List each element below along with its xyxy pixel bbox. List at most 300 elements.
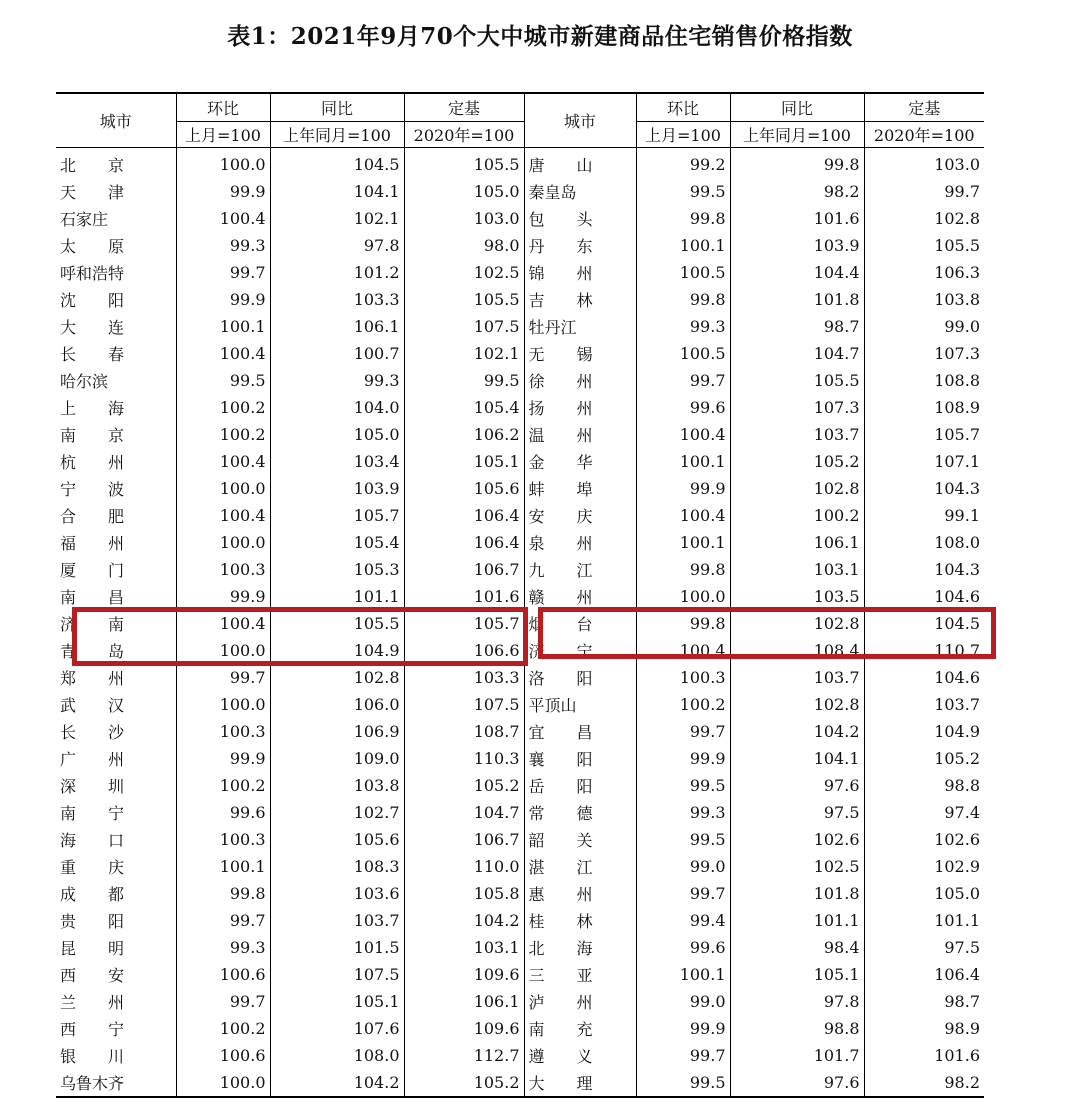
- subheader-yoy-right: 上年同月=100: [730, 122, 864, 148]
- table-row: [56, 448, 984, 475]
- base-cell: 106.7: [404, 826, 524, 853]
- city-cell: 三 亚: [524, 961, 636, 988]
- header-mom-left: 环比: [176, 93, 270, 122]
- base-cell: 102.8: [864, 205, 984, 232]
- table-row: [56, 475, 984, 502]
- base-cell: 104.9: [864, 718, 984, 745]
- header-yoy-right: 同比: [730, 93, 864, 122]
- yoy-cell: 104.9: [270, 637, 404, 664]
- mom-cell: 100.1: [636, 448, 730, 475]
- city-cell: 无 锡: [524, 340, 636, 367]
- city-cell: 九 江: [524, 556, 636, 583]
- mom-cell: 99.4: [636, 907, 730, 934]
- base-cell: 108.0: [864, 529, 984, 556]
- city-cell: 牡丹江: [524, 313, 636, 340]
- mom-cell: 99.7: [176, 664, 270, 691]
- city-cell: 宁 波: [60, 480, 125, 499]
- table-row: [56, 664, 984, 691]
- yoy-cell: 98.4: [730, 934, 864, 961]
- yoy-cell: 107.6: [270, 1015, 404, 1042]
- yoy-cell: 99.3: [270, 367, 404, 394]
- table-row: [56, 1042, 984, 1069]
- mom-cell: 100.0: [176, 475, 270, 502]
- base-cell: 108.7: [404, 718, 524, 745]
- mom-cell: 100.5: [636, 340, 730, 367]
- yoy-cell: 103.4: [270, 448, 404, 475]
- yoy-cell: 104.5: [270, 148, 404, 179]
- city-cell: 武 汉: [60, 696, 125, 715]
- base-cell: 104.5: [864, 610, 984, 637]
- yoy-cell: 101.8: [730, 286, 864, 313]
- yoy-cell: 103.7: [730, 664, 864, 691]
- base-cell: 105.0: [404, 178, 524, 205]
- yoy-cell: 106.0: [270, 691, 404, 718]
- yoy-cell: 98.7: [730, 313, 864, 340]
- yoy-cell: 105.1: [270, 988, 404, 1015]
- yoy-cell: 102.8: [730, 691, 864, 718]
- city-cell: 福 州: [60, 534, 125, 553]
- city-cell: 杭 州: [60, 453, 125, 472]
- city-cell: 遵 义: [524, 1042, 636, 1069]
- mom-cell: 99.3: [636, 799, 730, 826]
- yoy-cell: 101.2: [270, 259, 404, 286]
- yoy-cell: 100.7: [270, 340, 404, 367]
- city-cell: 广 州: [60, 750, 125, 769]
- base-cell: 99.7: [864, 178, 984, 205]
- table-row: [56, 529, 984, 556]
- yoy-cell: 97.8: [270, 232, 404, 259]
- base-cell: 104.6: [864, 664, 984, 691]
- mom-cell: 99.9: [636, 1015, 730, 1042]
- header-base-left: 定基: [404, 93, 524, 122]
- city-cell: 长 春: [60, 345, 125, 364]
- yoy-cell: 103.9: [270, 475, 404, 502]
- yoy-cell: 107.3: [730, 394, 864, 421]
- base-cell: 103.0: [864, 148, 984, 179]
- city-cell: 南 昌: [60, 588, 125, 607]
- yoy-cell: 105.3: [270, 556, 404, 583]
- table-row: [56, 745, 984, 772]
- base-cell: 105.7: [404, 610, 524, 637]
- table-row: [56, 583, 984, 610]
- subheader-mom-right: 上月=100: [636, 122, 730, 148]
- mom-cell: 99.7: [636, 367, 730, 394]
- mom-cell: 99.6: [636, 394, 730, 421]
- city-cell: 昆 明: [60, 939, 125, 958]
- base-cell: 105.6: [404, 475, 524, 502]
- base-cell: 98.2: [864, 1069, 984, 1097]
- yoy-cell: 101.5: [270, 934, 404, 961]
- yoy-cell: 103.8: [270, 772, 404, 799]
- yoy-cell: 104.7: [730, 340, 864, 367]
- base-cell: 106.3: [864, 259, 984, 286]
- city-cell: 蚌 埠: [524, 475, 636, 502]
- city-cell: 海 口: [60, 831, 125, 850]
- mom-cell: 99.3: [176, 232, 270, 259]
- city-cell: 青 岛: [60, 642, 125, 661]
- yoy-cell: 102.7: [270, 799, 404, 826]
- yoy-cell: 100.2: [730, 502, 864, 529]
- base-cell: 105.5: [404, 148, 524, 179]
- table-body: [56, 148, 984, 1098]
- yoy-cell: 105.6: [270, 826, 404, 853]
- city-cell: 郑 州: [60, 669, 125, 688]
- yoy-cell: 103.6: [270, 880, 404, 907]
- yoy-cell: 97.6: [730, 1069, 864, 1097]
- mom-cell: 99.9: [636, 745, 730, 772]
- table-row: [56, 340, 984, 367]
- base-cell: 101.6: [404, 583, 524, 610]
- yoy-cell: 106.1: [730, 529, 864, 556]
- yoy-cell: 102.8: [730, 475, 864, 502]
- mom-cell: 99.9: [176, 745, 270, 772]
- mom-cell: 100.4: [176, 205, 270, 232]
- header-city-right: 城市: [524, 93, 636, 148]
- mom-cell: 99.9: [176, 583, 270, 610]
- mom-cell: 99.2: [636, 148, 730, 179]
- mom-cell: 100.2: [636, 691, 730, 718]
- yoy-cell: 103.3: [270, 286, 404, 313]
- base-cell: 105.2: [404, 1069, 524, 1097]
- yoy-cell: 98.2: [730, 178, 864, 205]
- base-cell: 103.3: [404, 664, 524, 691]
- city-cell: 赣 州: [524, 583, 636, 610]
- base-cell: 98.7: [864, 988, 984, 1015]
- table-row: [56, 988, 984, 1015]
- base-cell: 104.3: [864, 475, 984, 502]
- table-row: [56, 286, 984, 313]
- table-row: [56, 799, 984, 826]
- mom-cell: 100.1: [636, 529, 730, 556]
- yoy-cell: 105.5: [270, 610, 404, 637]
- city-cell: 合 肥: [60, 507, 125, 526]
- subheader-yoy-left: 上年同月=100: [270, 122, 404, 148]
- city-cell: 成 都: [60, 885, 125, 904]
- base-cell: 108.9: [864, 394, 984, 421]
- base-cell: 107.1: [864, 448, 984, 475]
- mom-cell: 99.8: [176, 880, 270, 907]
- mom-cell: 100.0: [176, 637, 270, 664]
- yoy-cell: 104.1: [730, 745, 864, 772]
- base-cell: 107.3: [864, 340, 984, 367]
- city-cell: 唐 山: [524, 148, 636, 179]
- city-cell: 呼和浩特: [60, 264, 125, 283]
- yoy-cell: 101.1: [270, 583, 404, 610]
- city-cell: 秦皇岛: [524, 178, 636, 205]
- base-cell: 107.5: [404, 313, 524, 340]
- table-title: 表1：2021年9月70个大中城市新建商品住宅销售价格指数: [227, 23, 853, 50]
- price-index-table: [56, 92, 984, 1098]
- mom-cell: 100.2: [176, 394, 270, 421]
- yoy-cell: 103.7: [270, 907, 404, 934]
- mom-cell: 99.7: [176, 907, 270, 934]
- city-cell: 安 庆: [524, 502, 636, 529]
- mom-cell: 99.7: [636, 880, 730, 907]
- yoy-cell: 105.4: [270, 529, 404, 556]
- city-cell: 西 宁: [60, 1020, 125, 1039]
- base-cell: 104.2: [404, 907, 524, 934]
- table-row: [56, 826, 984, 853]
- header-base-right: 定基: [864, 93, 984, 122]
- mom-cell: 99.7: [636, 1042, 730, 1069]
- yoy-cell: 104.1: [270, 178, 404, 205]
- mom-cell: 99.9: [176, 178, 270, 205]
- base-cell: 105.7: [864, 421, 984, 448]
- base-cell: 106.7: [404, 556, 524, 583]
- mom-cell: 100.4: [636, 637, 730, 664]
- base-cell: 105.4: [404, 394, 524, 421]
- mom-cell: 99.0: [636, 853, 730, 880]
- city-cell: 襄 阳: [524, 745, 636, 772]
- table-row: [56, 502, 984, 529]
- table-row: [56, 313, 984, 340]
- base-cell: 103.0: [404, 205, 524, 232]
- city-cell: 兰 州: [60, 993, 125, 1012]
- mom-cell: 100.0: [176, 1069, 270, 1097]
- mom-cell: 100.0: [636, 583, 730, 610]
- mom-cell: 99.5: [636, 772, 730, 799]
- base-cell: 102.1: [404, 340, 524, 367]
- base-cell: 110.3: [404, 745, 524, 772]
- mom-cell: 100.4: [176, 340, 270, 367]
- mom-cell: 99.9: [176, 286, 270, 313]
- table-row: [56, 610, 984, 637]
- mom-cell: 99.9: [636, 475, 730, 502]
- mom-cell: 99.3: [176, 934, 270, 961]
- mom-cell: 99.7: [176, 988, 270, 1015]
- mom-cell: 99.5: [636, 826, 730, 853]
- city-cell: 韶 关: [524, 826, 636, 853]
- mom-cell: 100.6: [176, 1042, 270, 1069]
- table-row: [56, 259, 984, 286]
- base-cell: 106.6: [404, 637, 524, 664]
- city-cell: 洛 阳: [524, 664, 636, 691]
- table-row: [56, 394, 984, 421]
- yoy-cell: 104.0: [270, 394, 404, 421]
- mom-cell: 100.4: [176, 502, 270, 529]
- mom-cell: 100.3: [176, 556, 270, 583]
- mom-cell: 100.3: [176, 826, 270, 853]
- base-cell: 106.4: [404, 502, 524, 529]
- city-cell: 扬 州: [524, 394, 636, 421]
- mom-cell: 100.1: [636, 232, 730, 259]
- table-row: [56, 421, 984, 448]
- city-cell: 泸 州: [524, 988, 636, 1015]
- city-cell: 天 津: [60, 183, 125, 202]
- yoy-cell: 104.2: [730, 718, 864, 745]
- base-cell: 105.5: [864, 232, 984, 259]
- table-row: [56, 772, 984, 799]
- base-cell: 108.8: [864, 367, 984, 394]
- mom-cell: 99.8: [636, 205, 730, 232]
- mom-cell: 100.1: [636, 961, 730, 988]
- mom-cell: 99.0: [636, 988, 730, 1015]
- city-cell: 大 理: [524, 1069, 636, 1097]
- city-cell: 乌鲁木齐: [56, 1069, 176, 1097]
- yoy-cell: 103.7: [730, 421, 864, 448]
- yoy-cell: 106.1: [270, 313, 404, 340]
- yoy-cell: 104.2: [270, 1069, 404, 1097]
- base-cell: 110.7: [864, 637, 984, 664]
- base-cell: 106.1: [404, 988, 524, 1015]
- base-cell: 106.2: [404, 421, 524, 448]
- city-cell: 济 南: [60, 615, 125, 634]
- yoy-cell: 105.0: [270, 421, 404, 448]
- city-cell: 吉 林: [524, 286, 636, 313]
- base-cell: 98.0: [404, 232, 524, 259]
- yoy-cell: 108.4: [730, 637, 864, 664]
- mom-cell: 99.6: [636, 934, 730, 961]
- base-cell: 105.2: [404, 772, 524, 799]
- table-row: [56, 232, 984, 259]
- base-cell: 104.7: [404, 799, 524, 826]
- city-cell: 贵 阳: [60, 912, 125, 931]
- base-cell: 104.3: [864, 556, 984, 583]
- city-cell: 长 沙: [60, 723, 125, 742]
- table-row: [56, 880, 984, 907]
- mom-cell: 100.4: [636, 421, 730, 448]
- base-cell: 103.7: [864, 691, 984, 718]
- subheader-base-left: 2020年=100: [404, 122, 524, 148]
- yoy-cell: 109.0: [270, 745, 404, 772]
- city-cell: 宜 昌: [524, 718, 636, 745]
- table-row: [56, 853, 984, 880]
- base-cell: 99.1: [864, 502, 984, 529]
- city-cell: 深 圳: [60, 777, 125, 796]
- mom-cell: 99.5: [636, 178, 730, 205]
- city-cell: 常 德: [524, 799, 636, 826]
- base-cell: 101.6: [864, 1042, 984, 1069]
- base-cell: 98.9: [864, 1015, 984, 1042]
- table-row: [56, 367, 984, 394]
- city-cell: 重 庆: [60, 858, 125, 877]
- city-cell: 济 宁: [524, 637, 636, 664]
- base-cell: 106.4: [404, 529, 524, 556]
- mom-cell: 99.8: [636, 610, 730, 637]
- city-cell: 桂 林: [524, 907, 636, 934]
- mom-cell: 100.4: [636, 502, 730, 529]
- city-cell: 岳 阳: [524, 772, 636, 799]
- city-cell: 上 海: [60, 399, 125, 418]
- yoy-cell: 105.7: [270, 502, 404, 529]
- subheader-base-right: 2020年=100: [864, 122, 984, 148]
- table-row: [56, 1015, 984, 1042]
- mom-cell: 100.1: [176, 313, 270, 340]
- yoy-cell: 105.2: [730, 448, 864, 475]
- mom-cell: 100.1: [176, 853, 270, 880]
- mom-cell: 99.5: [636, 1069, 730, 1097]
- base-cell: 110.0: [404, 853, 524, 880]
- table-row: [56, 934, 984, 961]
- base-cell: 97.5: [864, 934, 984, 961]
- city-cell: 北 京: [60, 156, 125, 175]
- mom-cell: 100.0: [176, 691, 270, 718]
- yoy-cell: 103.5: [730, 583, 864, 610]
- city-cell: 哈尔滨: [60, 372, 109, 391]
- yoy-cell: 99.8: [730, 148, 864, 179]
- city-cell: 徐 州: [524, 367, 636, 394]
- yoy-cell: 103.9: [730, 232, 864, 259]
- city-cell: 南 京: [60, 426, 125, 445]
- base-cell: 99.5: [404, 367, 524, 394]
- yoy-cell: 101.1: [730, 907, 864, 934]
- base-cell: 112.7: [404, 1042, 524, 1069]
- yoy-cell: 108.0: [270, 1042, 404, 1069]
- city-cell: 平顶山: [524, 691, 636, 718]
- yoy-cell: 103.1: [730, 556, 864, 583]
- base-cell: 102.5: [404, 259, 524, 286]
- mom-cell: 99.3: [636, 313, 730, 340]
- mom-cell: 100.6: [176, 961, 270, 988]
- yoy-cell: 101.6: [730, 205, 864, 232]
- yoy-cell: 104.4: [730, 259, 864, 286]
- base-cell: 103.8: [864, 286, 984, 313]
- yoy-cell: 98.8: [730, 1015, 864, 1042]
- yoy-cell: 107.5: [270, 961, 404, 988]
- mom-cell: 100.0: [176, 148, 270, 179]
- yoy-cell: 105.1: [730, 961, 864, 988]
- city-cell: 泉 州: [524, 529, 636, 556]
- city-cell: 金 华: [524, 448, 636, 475]
- mom-cell: 100.3: [176, 718, 270, 745]
- mom-cell: 99.8: [636, 556, 730, 583]
- table-row: [56, 637, 984, 664]
- base-cell: 109.6: [404, 1015, 524, 1042]
- mom-cell: 100.2: [176, 772, 270, 799]
- mom-cell: 100.5: [636, 259, 730, 286]
- city-cell: 北 海: [524, 934, 636, 961]
- table-row: [56, 178, 984, 205]
- header-yoy-left: 同比: [270, 93, 404, 122]
- base-cell: 99.0: [864, 313, 984, 340]
- yoy-cell: 102.5: [730, 853, 864, 880]
- table-row: [56, 1069, 984, 1097]
- city-cell: 南 宁: [60, 804, 125, 823]
- yoy-cell: 97.8: [730, 988, 864, 1015]
- base-cell: 105.0: [864, 880, 984, 907]
- base-cell: 101.1: [864, 907, 984, 934]
- yoy-cell: 102.8: [270, 664, 404, 691]
- table-row: [56, 907, 984, 934]
- city-cell: 惠 州: [524, 880, 636, 907]
- base-cell: 104.6: [864, 583, 984, 610]
- base-cell: 102.9: [864, 853, 984, 880]
- city-cell: 太 原: [60, 237, 125, 256]
- yoy-cell: 106.9: [270, 718, 404, 745]
- yoy-cell: 102.6: [730, 826, 864, 853]
- base-cell: 102.6: [864, 826, 984, 853]
- city-cell: 西 安: [60, 966, 125, 985]
- mom-cell: 100.3: [636, 664, 730, 691]
- city-cell: 锦 州: [524, 259, 636, 286]
- base-cell: 107.5: [404, 691, 524, 718]
- mom-cell: 100.2: [176, 421, 270, 448]
- mom-cell: 100.4: [176, 610, 270, 637]
- base-cell: 106.4: [864, 961, 984, 988]
- base-cell: 103.1: [404, 934, 524, 961]
- table-row: [56, 961, 984, 988]
- table-row: [56, 148, 984, 179]
- city-cell: 沈 阳: [60, 291, 125, 310]
- yoy-cell: 102.1: [270, 205, 404, 232]
- yoy-cell: 97.6: [730, 772, 864, 799]
- city-cell: 丹 东: [524, 232, 636, 259]
- table-row: [56, 556, 984, 583]
- base-cell: 98.8: [864, 772, 984, 799]
- yoy-cell: 97.5: [730, 799, 864, 826]
- city-cell: 南 充: [524, 1015, 636, 1042]
- table-row: [56, 205, 984, 232]
